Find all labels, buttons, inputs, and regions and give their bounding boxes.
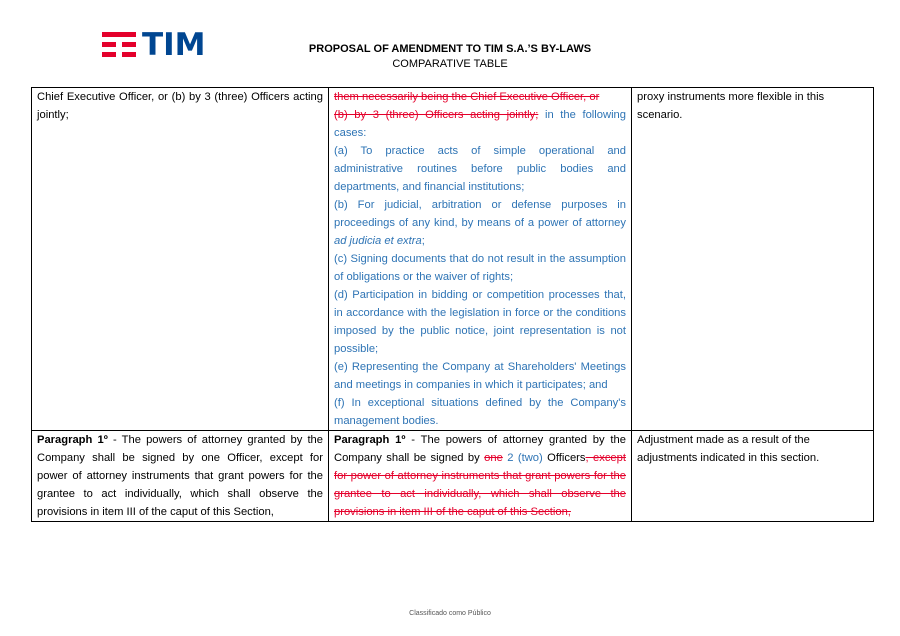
current-text: - The powers of attorney granted by the Company shall be signed by one Officer, except for power of attorney instruments that grant powers for the grantee to act individually, which shall observe the provisions in item III of the caput of this Section, <box>37 434 323 518</box>
paragraph-label: Paragraph 1º <box>37 434 108 446</box>
justification-cell <box>632 431 874 522</box>
latin-term: ad judicia et extra <box>334 235 422 247</box>
list-item: (c) Signing documents that do not result in the assumption of obligations or the waiver of rights; <box>334 253 626 283</box>
current-text-cell <box>32 431 329 522</box>
proposed-text: Officers <box>542 452 586 464</box>
tim-logo-mark-icon <box>102 30 136 60</box>
list-item: (e) Representing the Company at Shareholders' Meetings and meetings in companies in which it participates; and <box>334 361 626 391</box>
deleted-text: one <box>484 452 503 464</box>
added-text: in the following cases: <box>334 109 626 139</box>
paragraph-label: Paragraph 1º <box>334 434 406 446</box>
list-item: (f) In exceptional situations defined by the Company's management bodies. <box>334 397 626 427</box>
current-text: Chief Executive Officer, or (b) by 3 (three) Officers acting jointly; <box>37 91 323 121</box>
comparative-table <box>31 87 874 522</box>
classification-label: Classificado como Público <box>409 610 491 617</box>
tim-logo-text: TIM <box>142 27 206 63</box>
proposed-text-cell <box>329 88 632 431</box>
list-item-text: ; <box>421 235 425 247</box>
tim-logo <box>102 27 206 63</box>
table-row <box>32 88 874 431</box>
proposed-text: - The powers of attorney granted by the Company shall be signed by <box>334 434 626 464</box>
justification-text: proxy instruments more flexible in this scenario. <box>637 91 825 121</box>
list-item-text: (b) For judicial, arbitration or defense purposes in proceedings of any kind, by means of a power of attorney <box>334 199 626 229</box>
justification-text: Adjustment made as a result of the adjustments indicated in this section. <box>637 434 820 464</box>
list-item <box>334 196 626 250</box>
justification-cell <box>632 88 874 431</box>
deleted-text: them necessarily being the Chief Executive Officer, or <box>334 91 600 103</box>
deleted-text: (b) by 3 (three) Officers acting jointly; <box>334 109 539 121</box>
list-item: (d) Participation in bidding or competition processes that, in accordance with the legislation in force or the conditions imposed by the public notice, joint representation is not possible; <box>334 289 626 355</box>
page-subtitle: COMPARATIVE TABLE <box>392 58 508 70</box>
current-text-cell <box>32 88 329 431</box>
table-row <box>32 431 874 522</box>
added-text: 2 (two) <box>502 452 543 464</box>
proposed-text-cell <box>329 431 632 522</box>
list-item: (a) To practice acts of simple operational and administrative routines before public bodies and departments, and financial institutions; <box>334 145 626 193</box>
page-title: PROPOSAL OF AMENDMENT TO TIM S.A.’S BY-LAWS <box>308 43 592 55</box>
deleted-text: , except for power of attorney instruments that grant powers for the grantee to act individually, which shall observe the provisions in item III of the caput of this Section, <box>334 452 626 518</box>
